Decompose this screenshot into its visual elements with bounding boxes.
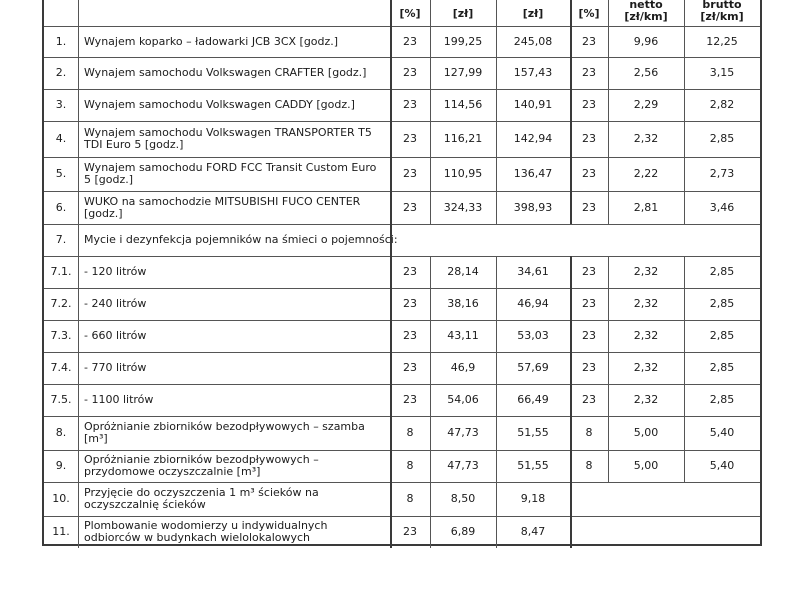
cell-net: 114,56 <box>443 98 483 111</box>
cell-desc: - 120 litrów <box>84 265 147 278</box>
cell-gross: 8,47 <box>520 525 546 538</box>
cell-net: 110,95 <box>443 167 483 180</box>
column-divider <box>430 256 431 548</box>
cell-lp: 1. <box>55 34 67 48</box>
cell-lp: 5. <box>55 167 67 180</box>
cell-vat1: 23 <box>403 34 417 48</box>
cell-lp: 7. <box>55 233 67 246</box>
cell-net-km: 2,81 <box>633 200 659 214</box>
cell-net-km: 2,32 <box>633 393 659 406</box>
cell-net: 127,99 <box>443 66 483 79</box>
table-row <box>44 191 760 225</box>
cell-vat1: 23 <box>403 167 417 180</box>
price-table <box>42 0 762 546</box>
cell-gross-km: 2,85 <box>709 329 735 342</box>
cell-vat2: 23 <box>582 361 596 374</box>
cell-gross-km <box>684 516 760 548</box>
cell-net: 8,50 <box>450 492 476 505</box>
table-row <box>44 450 760 483</box>
header-gross <box>496 0 570 26</box>
cell-desc: - 1100 litrów <box>84 393 154 406</box>
cell-gross: 398,93 <box>513 200 553 214</box>
cell-vat1: 8 <box>406 426 414 439</box>
cell-net-km: 2,29 <box>633 98 659 111</box>
cell-gross: 245,08 <box>513 34 553 48</box>
header-net-km-line: [zł/km] <box>624 10 668 23</box>
column-divider <box>608 0 609 224</box>
table-header-row <box>44 0 760 27</box>
cell-gross-km: 2,85 <box>709 393 735 406</box>
table-row <box>44 89 760 122</box>
header-vat1-text: [%] <box>399 7 421 20</box>
cell-desc: Wynajem samochodu FORD FCC Transit Custom Euro 5 [godz.] <box>84 161 377 186</box>
cell-net-km <box>608 482 684 516</box>
cell-net: 116,21 <box>443 132 483 145</box>
cell-vat2: 8 <box>585 459 593 472</box>
table-row <box>44 26 760 58</box>
table-row <box>44 288 760 321</box>
cell-net-km <box>608 516 684 548</box>
cell-vat2: 23 <box>582 66 596 79</box>
header-net-km-line: netto <box>629 0 663 11</box>
cell-lp: 10. <box>52 492 70 505</box>
cell-desc: Plombowanie wodomierzy u indywidualnych odbiorców w budynkach wielolokalowych <box>84 519 328 544</box>
column-divider <box>684 256 685 482</box>
cell-vat1: 23 <box>403 393 417 406</box>
header-vat2-text: [%] <box>578 7 600 20</box>
cell-vat1: 23 <box>403 361 417 374</box>
cell-vat1: 23 <box>403 200 417 214</box>
cell-lp: 7.4. <box>50 361 72 374</box>
cell-gross: 157,43 <box>513 66 553 79</box>
table-row <box>44 352 760 385</box>
cell-desc: - 240 litrów <box>84 297 147 310</box>
cell-lp: 11. <box>52 525 70 538</box>
cell-gross: 142,94 <box>513 132 553 145</box>
cell-desc: Opróżnianie zbiorników bezodpływowych – szamba [m³] <box>84 420 365 445</box>
cell-vat1: 23 <box>403 132 417 145</box>
cell-vat2: 23 <box>582 98 596 111</box>
cell-lp: 9. <box>55 459 67 472</box>
cell-desc: - 660 litrów <box>84 329 147 342</box>
cell-gross: 140,91 <box>513 98 553 111</box>
cell-vat1: 8 <box>406 459 414 472</box>
cell-vat2 <box>570 516 608 548</box>
column-divider <box>430 0 431 224</box>
table-row <box>44 320 760 353</box>
cell-desc: Wynajem samochodu Volkswagen CRAFTER [godz.] <box>84 66 367 79</box>
table-row <box>44 416 760 451</box>
cell-gross-km: 2,85 <box>709 361 735 374</box>
cell-net-km: 2,32 <box>633 329 659 342</box>
cell-vat2: 8 <box>585 426 593 439</box>
cell-gross-km: 3,46 <box>709 200 735 214</box>
cell-desc: - 770 litrów <box>84 361 147 374</box>
cell-vat2: 23 <box>582 297 596 310</box>
column-divider <box>570 0 572 224</box>
header-vat1 <box>390 0 430 26</box>
cell-net-km: 2,32 <box>633 297 659 310</box>
cell-lp: 7.5. <box>50 393 72 406</box>
cell-vat2: 23 <box>582 329 596 342</box>
cell-gross: 9,18 <box>520 492 546 505</box>
cell-vat1: 8 <box>406 492 414 505</box>
cell-net: 47,73 <box>447 459 479 472</box>
cell-gross-km: 2,85 <box>709 297 735 310</box>
cell-lp: 2. <box>55 66 67 79</box>
cell-desc: WUKO na samochodzie MITSUBISHI FUCO CENTER [godz.] <box>84 194 361 220</box>
cell-vat2: 23 <box>582 265 596 278</box>
cell-vat1: 23 <box>403 98 417 111</box>
cell-vat1: 23 <box>403 525 417 538</box>
cell-desc: Przyjęcie do oczyszczenia 1 m³ ścieków na oczyszczalnię ścieków <box>84 486 319 511</box>
cell-net-km: 2,32 <box>633 132 659 145</box>
column-divider <box>496 256 497 548</box>
table-row <box>44 224 760 257</box>
cell-gross-km: 5,40 <box>709 426 735 439</box>
cell-lp: 6. <box>55 200 67 214</box>
column-divider <box>78 0 79 548</box>
cell-lp: 7.3. <box>50 329 72 342</box>
cell-lp: 8. <box>55 426 67 439</box>
column-divider <box>496 0 497 224</box>
cell-vat2 <box>570 482 608 516</box>
header-net-km <box>608 0 684 26</box>
header-net-text: [zł] <box>452 7 474 20</box>
cell-lp: 4. <box>55 132 67 145</box>
cell-desc: Wynajem samochodu Volkswagen CADDY [godz.] <box>84 98 355 111</box>
cell-gross: 34,61 <box>517 265 549 278</box>
cell-net-km: 9,96 <box>633 34 659 48</box>
cell-gross: 51,55 <box>517 459 549 472</box>
cell-gross: 66,49 <box>517 393 549 406</box>
cell-gross-km: 2,82 <box>709 98 735 111</box>
cell-gross-km: 2,85 <box>709 265 735 278</box>
cell-net-km: 2,32 <box>633 361 659 374</box>
header-gross-km-line: [zł/km] <box>700 10 744 23</box>
cell-gross-km: 12,25 <box>706 34 738 48</box>
table-row <box>44 121 760 158</box>
cell-net: 199,25 <box>443 34 483 48</box>
table-row <box>44 516 760 548</box>
cell-net-km: 5,00 <box>633 426 659 439</box>
cell-vat2: 23 <box>582 167 596 180</box>
cell-net-km: 2,22 <box>633 167 659 180</box>
header-gross-km-line: brutto <box>702 0 742 11</box>
cell-gross: 53,03 <box>517 329 549 342</box>
cell-net: 46,9 <box>450 361 476 374</box>
cell-gross: 136,47 <box>513 167 553 180</box>
cell-net: 47,73 <box>447 426 479 439</box>
cell-net-km: 2,56 <box>633 66 659 79</box>
cell-gross-km <box>684 482 760 516</box>
cell-net: 43,11 <box>447 329 479 342</box>
column-divider <box>608 256 609 482</box>
cell-gross: 46,94 <box>517 297 549 310</box>
cell-vat1: 23 <box>403 66 417 79</box>
cell-vat1: 23 <box>403 265 417 278</box>
cell-net: 28,14 <box>447 265 479 278</box>
table-row <box>44 157 760 192</box>
column-divider <box>390 0 392 224</box>
cell-vat2: 23 <box>582 200 596 214</box>
header-desc <box>78 0 390 26</box>
cell-desc: Wynajem samochodu Volkswagen TRANSPORTER T5 TDI Euro 5 [godz.] <box>84 126 372 151</box>
header-gross-km <box>684 0 760 26</box>
table-row <box>44 57 760 90</box>
header-lp <box>44 0 78 26</box>
cell-gross-km: 3,15 <box>709 66 735 79</box>
cell-vat1: 23 <box>403 297 417 310</box>
header-gross-text: [zł] <box>522 7 544 20</box>
table-row <box>44 384 760 417</box>
cell-net-km: 2,32 <box>633 265 659 278</box>
column-divider <box>570 256 572 548</box>
table-row <box>44 256 760 289</box>
cell-net: 324,33 <box>443 200 483 214</box>
cell-net-km: 5,00 <box>633 459 659 472</box>
cell-gross: 51,55 <box>517 426 549 439</box>
cell-vat2: 23 <box>582 132 596 145</box>
cell-gross-km: 2,85 <box>709 132 735 145</box>
cell-vat2: 23 <box>582 393 596 406</box>
cell-lp: 7.2. <box>50 297 72 310</box>
cell-gross-km: 5,40 <box>709 459 735 472</box>
column-divider <box>390 256 392 548</box>
cell-gross: 57,69 <box>517 361 549 374</box>
cell-lp: 3. <box>55 98 67 111</box>
column-divider <box>684 0 685 224</box>
header-vat2 <box>570 0 608 26</box>
cell-desc: Mycie i dezynfekcja pojemników na śmieci o pojemności: <box>84 233 398 246</box>
header-net <box>430 0 496 26</box>
cell-vat1: 23 <box>403 329 417 342</box>
cell-desc: Wynajem koparko – ładowarki JCB 3CX [godz.] <box>84 34 339 48</box>
cell-lp: 7.1. <box>50 265 72 278</box>
cell-gross-km: 2,73 <box>709 167 735 180</box>
cell-desc: Opróżnianie zbiorników bezodpływowych – przydomowe oczyszczalnie [m³] <box>84 453 319 478</box>
cell-net: 6,89 <box>450 525 476 538</box>
cell-net: 54,06 <box>447 393 479 406</box>
cell-net: 38,16 <box>447 297 479 310</box>
table-row <box>44 482 760 517</box>
cell-vat2: 23 <box>582 34 596 48</box>
